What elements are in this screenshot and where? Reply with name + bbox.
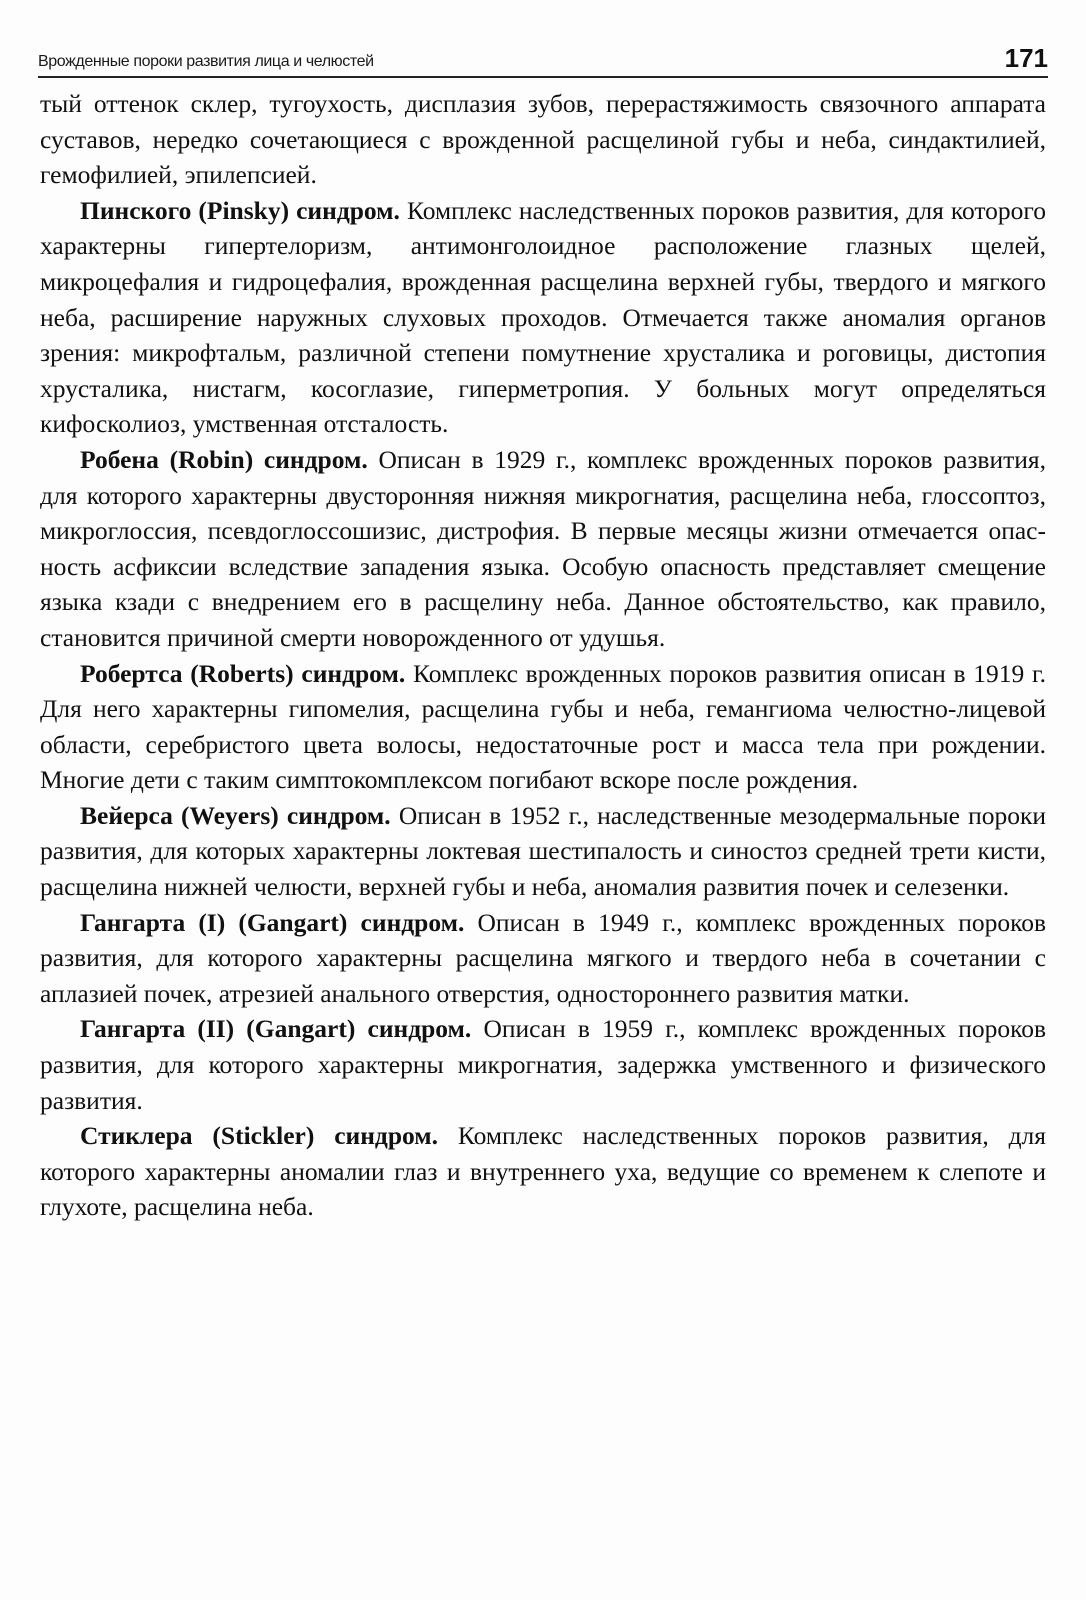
paragraph-text: Описан в 1949 г., комплекс врожденных пороков развития, для которого характерны расщелина мягкого и твердого неба в сочетании с аплазией почек, атрезией анального отверстия, одностороннего развития матки. <box>40 907 1047 1008</box>
page-number: 171 <box>1004 43 1048 73</box>
running-title: Врожденные пороки развития лица и челюстей <box>38 53 374 70</box>
paragraph-text: Описан в 1959 г., комплекс врожденных пороков развития, для которого характерны микрогнатия, задержка умственного и физического развития. <box>40 1014 1046 1115</box>
paragraph-pinsky-syndrome <box>40 193 1046 442</box>
body-text <box>40 86 1046 1225</box>
paragraph-gangart-2-syndrome <box>40 1011 1046 1118</box>
syndrome-term: Пинского (Pinsky) синдром. <box>80 195 400 225</box>
paragraph-text: Описан в 1952 г., наследственные мезодермальные пороки развития, для которых характерны локтевая шестипалость и синостоз средней трети кисти, расщелина нижней челюсти, верхней губы и неба, аномалия развития почек и селезенки. <box>40 800 1047 902</box>
paragraph-text: Комплекс врожденных пороков развития описан в 1919 г. Для него характерны гипомелия, расщелина губы и неба, гемангиома челюстно-лицевой области, серебристого цвета волосы, недостаточные рост и масса тела при рождении. Многие дети с таким симптокомплексом погибают вскоре после рождения. <box>40 658 1047 795</box>
syndrome-term: Вейерса (Weyers) синдром. <box>80 800 391 830</box>
paragraph-gangart-1-syndrome <box>40 905 1046 1012</box>
paragraph-roberts-syndrome <box>40 656 1046 798</box>
paragraph-continuation <box>40 86 1046 193</box>
paragraph-text: Комплекс наследственных пороков развития, для которого характерны аномалии глаз и внутреннего уха, ведущие со временем к слепоте и глухоте, расщелина неба. <box>40 1121 1046 1222</box>
syndrome-term: Робертса (Roberts) синдром. <box>80 658 406 688</box>
running-header <box>38 36 1048 78</box>
syndrome-term: Стиклера (Stickler) синдром. <box>80 1121 439 1151</box>
paragraph-text: тый оттенок склер, тугоухость, дисплазия зубов, перерастяжимость связочного аппарата суставов, нередко сочетающиеся с врожденной расщелиной губы и неба, синдактилией, гемофилией, эпилепсией. <box>40 89 1046 190</box>
syndrome-term: Гангарта (I) (Gangart) синдром. <box>80 907 465 937</box>
paragraph-weyers-syndrome <box>40 798 1046 905</box>
syndrome-term: Робена (Robin) синдром. <box>80 444 368 474</box>
paragraph-text: Описан в 1929 г., комплекс врожденных пороков развития, для которого характерны двусторонняя нижняя микрогнатия, расщелина неба, глоссоптоз, микроглоссия, псевдоглоссошизис, дистрофия. В первые месяцы жизни отмечается опасность асфиксии вследствие западения языка. Особую опасность представляет смещение языка кзади с внедрением его в расщелину неба. Данное обстоятельство, как правило, становится причиной смерти новорожденного от удушья. <box>40 444 1046 652</box>
paragraph-text: Комплекс наследственных пороков развития, для которого характерны гипертелоризм, антимонголоидное расположение глазных щелей, микроцефалия и гидроцефалия, врожденная расщелина верхней губы, твердого и мягкого неба, расширение наружных слуховых проходов. Отмечается также аномалия органов зрения: микрофтальм, различной степени помутнение хрусталика и роговицы, дистопия хрусталика, нистагм, косоглазие, гиперметропия. У больных могут определяться кифосколиоз, умственная отсталость. <box>40 195 1046 439</box>
paragraph-stickler-syndrome <box>40 1118 1046 1225</box>
syndrome-term: Гангарта (II) (Gangart) синдром. <box>80 1014 472 1044</box>
paragraph-robin-syndrome <box>40 442 1046 656</box>
